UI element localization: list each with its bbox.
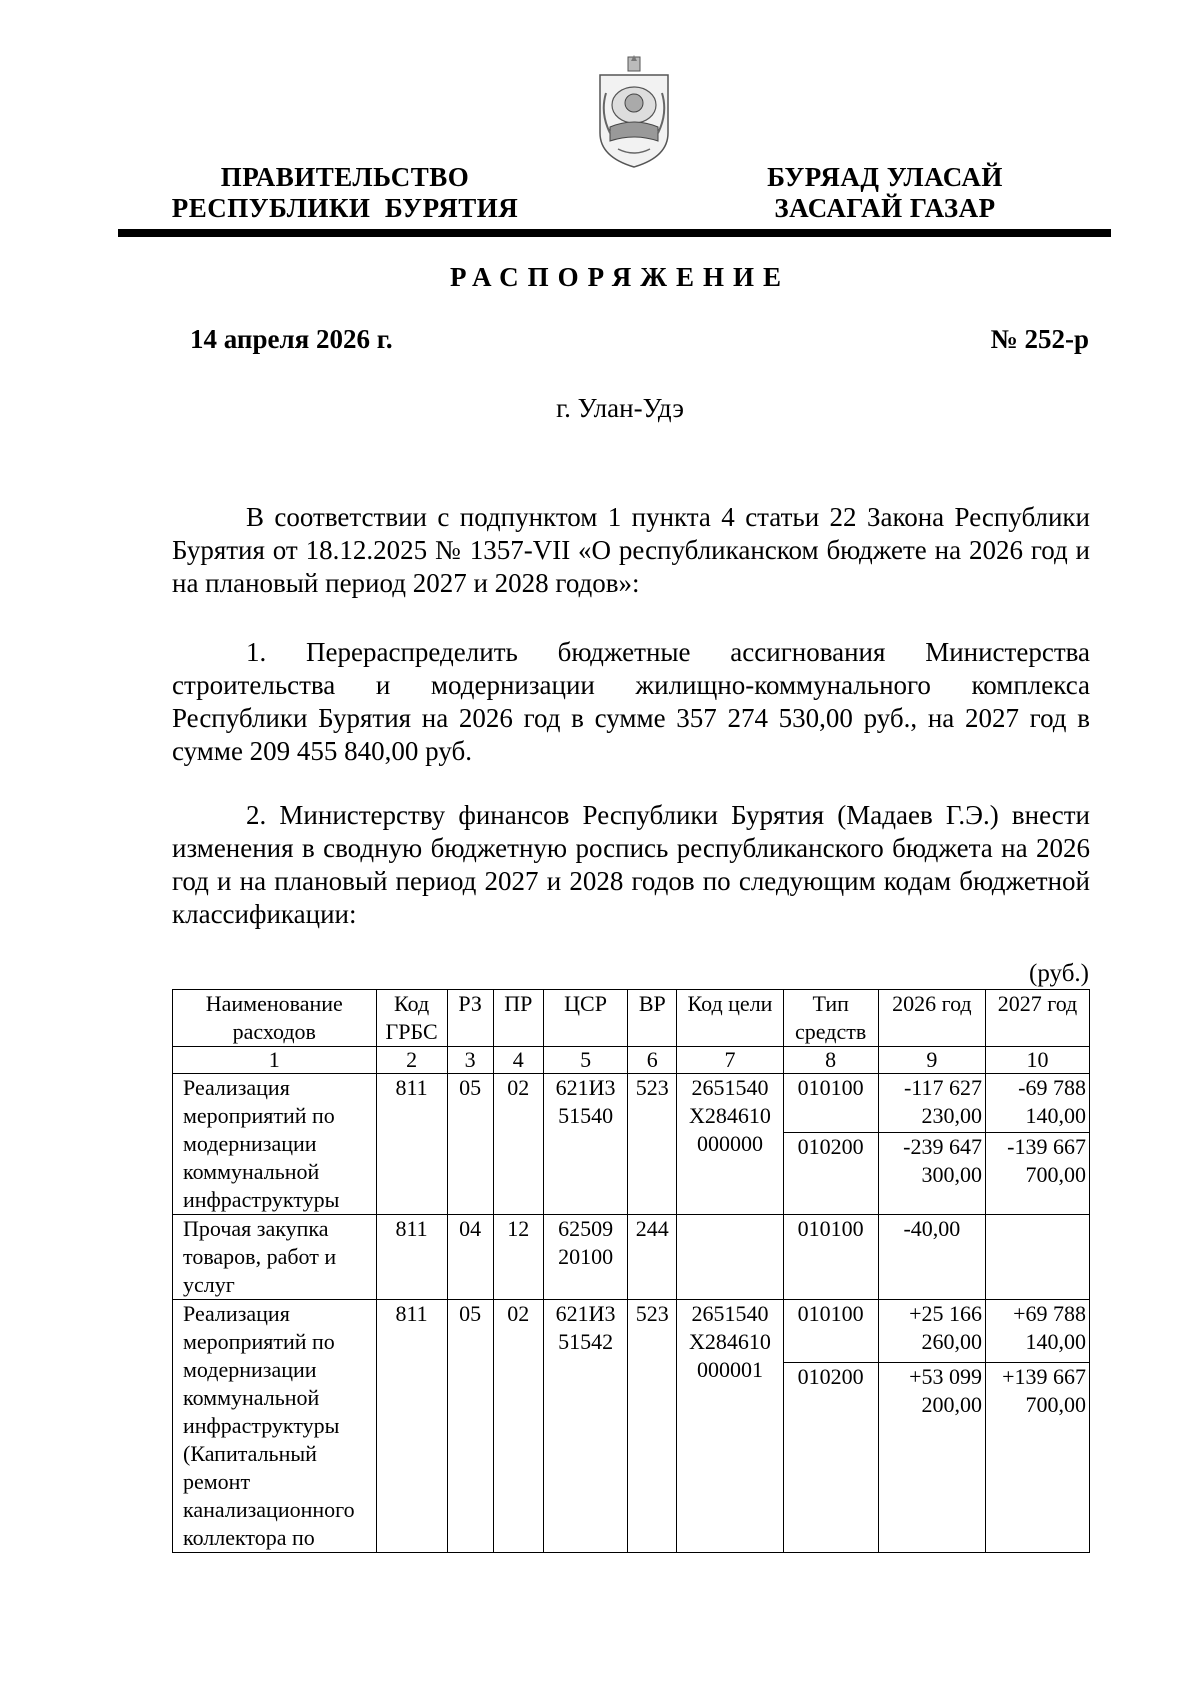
amount-2026-cell: -239 647 300,00 [878, 1133, 985, 1215]
budget-table [172, 989, 1090, 1553]
csr-cell: 62509 20100 [543, 1215, 627, 1300]
rz-cell: 05 [447, 1074, 493, 1215]
amount-2027-cell: -139 667 700,00 [985, 1133, 1089, 1215]
intro-paragraph: В соответствии с подпунктом 1 пункта 4 статьи 22 Закона Республики Бурятия от 18.12.2025 № 1357-VII «О республиканском бюджете на 2026 год и на плановый период 2027 и 2028 годов»: [172, 502, 1090, 598]
funds-type-cell: 010200 [783, 1133, 878, 1215]
header-cell: Наименование расходов [173, 990, 377, 1047]
header-cell: ВР [628, 990, 677, 1047]
vr-cell: 523 [628, 1074, 677, 1215]
amount-2026-cell: -117 627 230,00 [878, 1074, 985, 1133]
amount-2027-cell: +69 788 140,00 [985, 1300, 1089, 1363]
amount-2026-cell: +25 166 260,00 [878, 1300, 985, 1363]
vr-cell: 244 [628, 1215, 677, 1300]
expense-name-cell: Реализация мероприятий по модернизации коммунальной инфраструктуры [173, 1074, 377, 1215]
funds-type-cell: 010200 [783, 1363, 878, 1553]
header-left-line1: ПРАВИТЕЛЬСТВО [220, 162, 470, 192]
point-1-paragraph: 1. Перераспределить бюджетные ассигнования Министерства строительства и модернизации жилищно-коммунального комплекса Республики Бурятия на 2026 год в сумме 357 274 530,00 руб., на 2027 год в сумме 209 455 840,00 руб. [172, 637, 1090, 766]
pr-cell: 12 [493, 1215, 543, 1300]
header-left-line2: РЕСПУБЛИКИ БУРЯТИЯ [171, 193, 519, 223]
header-cell: 2027 год [985, 990, 1089, 1047]
funds-type-cell: 010100 [783, 1074, 878, 1133]
table-row [173, 1215, 1090, 1300]
document-city: г. Улан-Удэ [556, 393, 684, 423]
point-2-paragraph: 2. Министерству финансов Республики Бурятия (Мадаев Г.Э.) внести изменения в сводную бюджетную роспись республиканского бюджета на 2026 год и на плановый период 2027 и 2028 годов по следующим кодам бюджетной классификации: [172, 800, 1090, 929]
column-number: 7 [677, 1047, 783, 1074]
coat-of-arms-emblem [592, 53, 676, 171]
goal-code-cell: 2651540 X284610 000001 [677, 1300, 783, 1553]
column-number: 3 [447, 1047, 493, 1074]
document-number: № 252-р [990, 324, 1089, 354]
table-row [173, 1074, 1090, 1133]
column-number-row [173, 1047, 1090, 1074]
header-cell: Тип средств [783, 990, 878, 1047]
government-name-russian [160, 162, 530, 224]
grbs-cell: 811 [376, 1215, 447, 1300]
funds-type-cell: 010100 [783, 1300, 878, 1363]
header-right-line2: ЗАСАГАЙ ГАЗАР [774, 193, 996, 223]
rz-cell: 05 [447, 1300, 493, 1553]
column-number: 10 [985, 1047, 1089, 1074]
pr-cell: 02 [493, 1300, 543, 1553]
column-number: 5 [543, 1047, 627, 1074]
document-date: 14 апреля 2026 г. [190, 324, 393, 354]
header-cell: Код цели [677, 990, 783, 1047]
header-divider [118, 229, 1111, 237]
government-name-buryat [735, 162, 1035, 224]
amount-2027-cell: -69 788 140,00 [985, 1074, 1089, 1133]
column-number: 1 [173, 1047, 377, 1074]
goal-code-cell: 2651540 X284610 000000 [677, 1074, 783, 1215]
expense-name-cell: Реализация мероприятий по модернизации коммунальной инфраструктуры (Капитальный ремонт канализационного коллектора по [173, 1300, 377, 1553]
table-header-row [173, 990, 1090, 1047]
amount-2026-cell: +53 099 200,00 [878, 1363, 985, 1553]
expense-name-cell: Прочая закупка товаров, работ и услуг [173, 1215, 377, 1300]
pr-cell: 02 [493, 1074, 543, 1215]
amount-2027-cell [985, 1215, 1089, 1300]
column-number: 4 [493, 1047, 543, 1074]
funds-type-cell: 010100 [783, 1215, 878, 1300]
column-number: 6 [628, 1047, 677, 1074]
amount-2026-cell: -40,00 [878, 1215, 985, 1300]
table-unit-label: (руб.) [1029, 960, 1089, 987]
vr-cell: 523 [628, 1300, 677, 1553]
grbs-cell: 811 [376, 1074, 447, 1215]
csr-cell: 621И3 51540 [543, 1074, 627, 1215]
rz-cell: 04 [447, 1215, 493, 1300]
document-title: РАСПОРЯЖЕНИЕ [449, 262, 791, 292]
header-cell: РЗ [447, 990, 493, 1047]
column-number: 2 [376, 1047, 447, 1074]
goal-code-cell [677, 1215, 783, 1300]
header-cell: 2026 год [878, 990, 985, 1047]
header-cell: Код ГРБС [376, 990, 447, 1047]
column-number: 9 [878, 1047, 985, 1074]
amount-2027-cell: +139 667 700,00 [985, 1363, 1089, 1553]
header-cell: ЦСР [543, 990, 627, 1047]
header-cell: ПР [493, 990, 543, 1047]
header-right-line1: БУРЯАД УЛАСАЙ [767, 162, 1003, 192]
grbs-cell: 811 [376, 1300, 447, 1553]
table-row [173, 1300, 1090, 1363]
csr-cell: 621И3 51542 [543, 1300, 627, 1553]
column-number: 8 [783, 1047, 878, 1074]
